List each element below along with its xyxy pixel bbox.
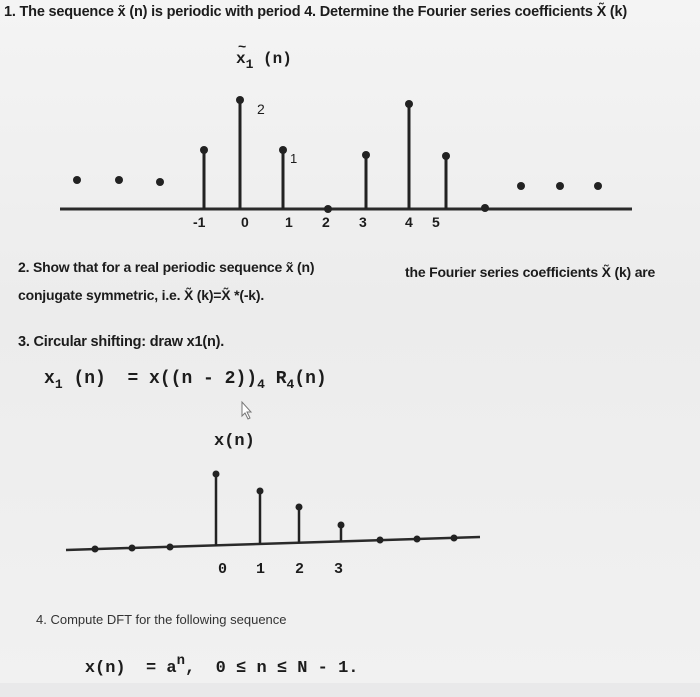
- q3-tick: 3: [334, 561, 344, 578]
- q3-tick: 1: [256, 561, 266, 578]
- question-4-title: 4. Compute DFT for the following sequence: [36, 612, 287, 627]
- q3-eq-sub3: 4: [286, 377, 295, 392]
- q3-stem-head: [257, 488, 264, 495]
- q3-eq-r: R: [264, 369, 287, 389]
- q3-tick: 0: [218, 561, 228, 578]
- q1-plot-label-arg: (n): [263, 50, 292, 68]
- q1-stem-head: [442, 152, 450, 160]
- q1-dot: [73, 176, 81, 184]
- q1-dot: [517, 182, 525, 190]
- q3-dot: [451, 535, 458, 542]
- q3-plot-label: x(n): [214, 432, 255, 451]
- q1-stem-head: [279, 146, 287, 154]
- q3-stem-head: [338, 522, 345, 529]
- question-2-line-2: conjugate symmetric, i.e. X̃ (k)=X̃ *(-k).: [18, 287, 265, 303]
- q1-tick: 5: [432, 214, 440, 230]
- question-3-title: 3. Circular shifting: draw x1(n).: [18, 334, 225, 350]
- q3-eq-mid: (n) = x((n - 2)): [73, 369, 258, 389]
- q1-plot-label-sub: 1: [245, 57, 254, 72]
- q1-dot: [556, 182, 564, 190]
- q3-dot: [414, 536, 421, 543]
- q4-equation: [44, 640, 358, 697]
- q1-stem-head: [405, 100, 413, 108]
- q4-eq-sup: n: [176, 653, 186, 669]
- q1-plot-label-main: x: [236, 50, 246, 68]
- q1-stem-head: [200, 146, 208, 154]
- q1-stem-head: [236, 96, 244, 104]
- q1-dot: [156, 178, 164, 186]
- q1-value-label-1: 1: [290, 151, 298, 166]
- q1-dot: [115, 176, 123, 184]
- q1-stems: [204, 100, 446, 209]
- q1-tick: 4: [405, 214, 413, 230]
- q4-eq-b: , 0 ≤ n ≤ N - 1.: [185, 659, 359, 678]
- q3-eq-end: (n): [294, 369, 327, 389]
- q1-tick: 2: [322, 214, 330, 230]
- q1-tick: 1: [285, 214, 293, 230]
- q4-eq-a: x(n) = a: [84, 659, 177, 678]
- q1-tick: -1: [193, 214, 206, 230]
- q1-tick: 0: [241, 214, 249, 230]
- q1-dot: [594, 182, 602, 190]
- question-2-line-1a: 2. Show that for a real periodic sequence x̃ (n): [18, 259, 315, 275]
- q1-stem-head: [362, 151, 370, 159]
- q3-stem-heads: [213, 471, 345, 529]
- q3-dot: [167, 544, 174, 551]
- q3-dot: [129, 545, 136, 552]
- q3-eq-x: x: [44, 369, 55, 389]
- q3-stem-head: [296, 504, 303, 511]
- q3-equation: [44, 369, 327, 392]
- q3-tick: 2: [295, 561, 305, 578]
- q1-stem-head: [481, 204, 489, 212]
- question-2-line-1b: the Fourier series coefficients X̃ (k) are: [405, 264, 656, 280]
- q3-dot: [377, 537, 384, 544]
- q1-tick: 3: [359, 214, 367, 230]
- q3-stem-head: [213, 471, 220, 478]
- q3-eq-sub2: 4: [257, 377, 265, 392]
- q1-stem-head: [324, 205, 332, 213]
- q1-tilde: ~: [238, 38, 247, 54]
- mouse-cursor-icon: [242, 402, 251, 419]
- q1-value-label-2: 2: [257, 101, 265, 117]
- q3-dot: [92, 546, 99, 553]
- question-1-text: 1. The sequence x̃ (n) is periodic with period 4. Determine the Fourier series coefficients X̃ (k): [4, 4, 627, 20]
- q3-stems: [216, 474, 341, 546]
- q3-eq-sub1: 1: [54, 377, 63, 392]
